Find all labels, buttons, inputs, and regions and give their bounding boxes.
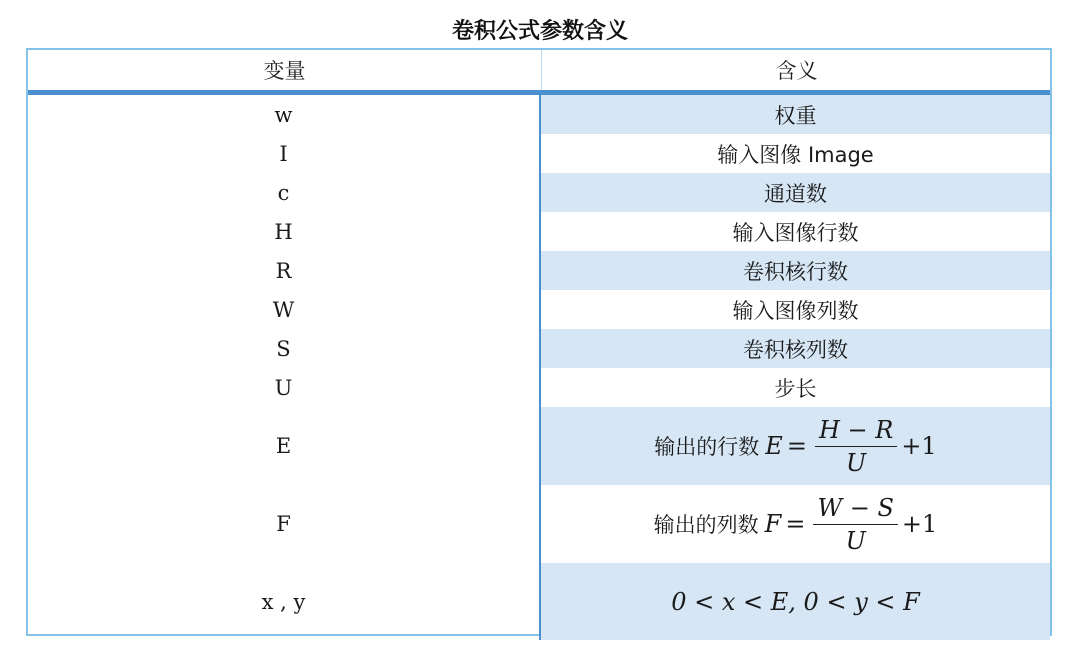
var-cell: F bbox=[28, 485, 541, 563]
meaning-cell-formula-e bbox=[541, 407, 1050, 485]
var-cell: H bbox=[28, 212, 541, 251]
table-row bbox=[28, 134, 1050, 173]
fraction-numerator: H − R bbox=[815, 416, 897, 447]
formula-equals: = bbox=[786, 432, 807, 460]
table-row bbox=[28, 329, 1050, 368]
formula-prefix: 输出的列数 bbox=[653, 513, 759, 537]
meaning-cell: 卷积核行数 bbox=[541, 251, 1050, 290]
meaning-cell: 卷积核列数 bbox=[541, 329, 1050, 368]
var-cell: R bbox=[28, 251, 541, 290]
table-body bbox=[28, 95, 1050, 640]
meaning-cell-formula-f bbox=[541, 485, 1050, 563]
parameter-table bbox=[26, 48, 1052, 636]
table-header bbox=[28, 50, 1050, 90]
formula-suffix: +1 bbox=[901, 432, 937, 460]
table-title: 卷积公式参数含义 bbox=[451, 19, 628, 44]
table-row bbox=[28, 212, 1050, 251]
header-variable: 变量 bbox=[28, 50, 542, 90]
table-row bbox=[28, 290, 1050, 329]
var-cell: E bbox=[28, 407, 541, 485]
var-cell: S bbox=[28, 329, 541, 368]
formula-equals: = bbox=[785, 510, 806, 538]
table-row bbox=[28, 368, 1050, 407]
var-cell: U bbox=[28, 368, 541, 407]
fraction-denominator: U bbox=[845, 526, 866, 555]
formula-fraction bbox=[813, 494, 897, 555]
formula-symbol: E bbox=[765, 432, 783, 460]
var-cell: c bbox=[28, 173, 541, 212]
table-row bbox=[28, 95, 1050, 134]
meaning-cell: 输入图像行数 bbox=[541, 212, 1050, 251]
var-cell: W bbox=[28, 290, 541, 329]
meaning-cell: 输入图像列数 bbox=[541, 290, 1050, 329]
formula-prefix: 输出的行数 bbox=[654, 435, 760, 459]
meaning-cell: 通道数 bbox=[541, 173, 1050, 212]
fraction-numerator: W − S bbox=[813, 494, 897, 525]
meaning-cell: 输入图像 Image bbox=[541, 134, 1050, 173]
formula-fraction bbox=[815, 416, 897, 477]
table-row bbox=[28, 407, 1050, 485]
header-meaning: 含义 bbox=[775, 59, 818, 83]
var-cell: w bbox=[28, 95, 541, 134]
table-row bbox=[28, 173, 1050, 212]
meaning-cell-inequality: 0 < x < E, 0 < y < F bbox=[541, 563, 1050, 640]
formula-suffix: +1 bbox=[901, 510, 938, 538]
meaning-cell: 权重 bbox=[541, 95, 1050, 134]
fraction-denominator: U bbox=[846, 448, 867, 477]
var-cell: I bbox=[28, 134, 541, 173]
table-row bbox=[28, 563, 1050, 640]
meaning-cell: 步长 bbox=[541, 368, 1050, 407]
var-cell: x , y bbox=[28, 563, 541, 640]
table-row bbox=[28, 485, 1050, 563]
formula-symbol: F bbox=[764, 510, 782, 538]
table-row bbox=[28, 251, 1050, 290]
